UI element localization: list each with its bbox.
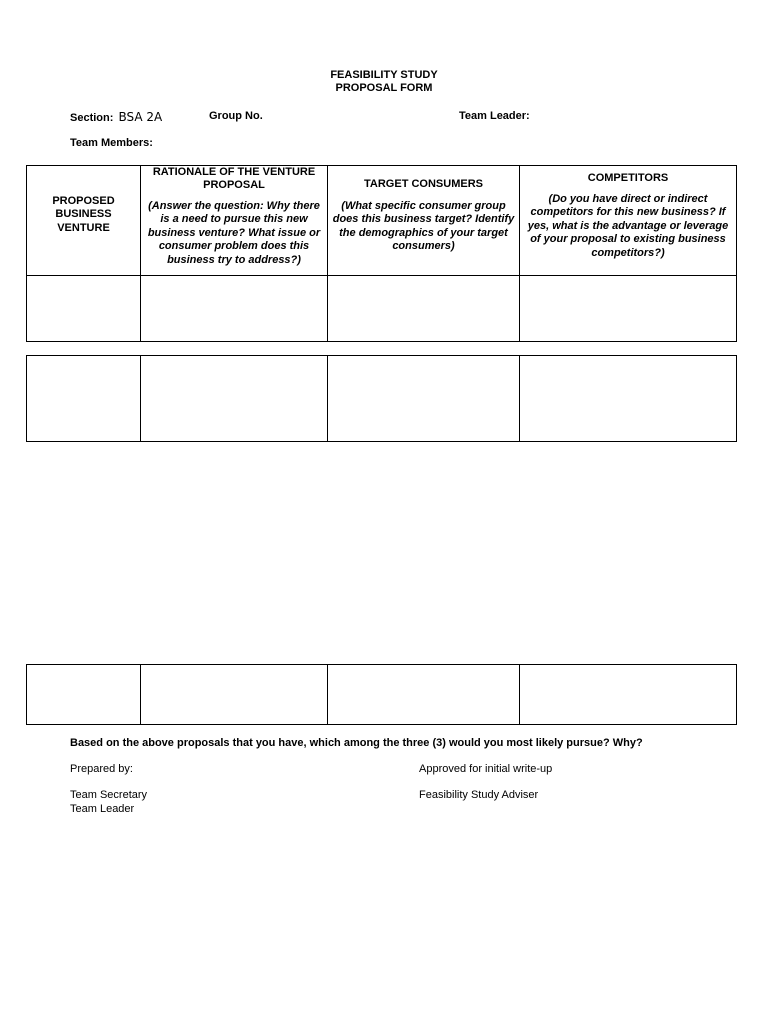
target-consumers-instruction: (What specific consumer group does this business target? Identify the demographics of your target consumers) (332, 200, 515, 253)
header-proposed-venture: PROPOSED BUSINESS VENTURE (52, 195, 115, 234)
approved-label: Approved for initial write-up (419, 763, 553, 775)
team-leader-signature-label: Team Leader (70, 803, 135, 815)
section-label: Section: (70, 112, 114, 124)
header-rationale (140, 166, 328, 275)
column-divider (519, 356, 737, 441)
rationale-instruction: (Answer the question: Why there is a need to pursue this new business venture? What issue or consumer problem does this business try to address?) (147, 200, 321, 266)
team-members-label: Team Members: (70, 137, 153, 149)
competitors-instruction: (Do you have direct or indirect competitors for this new business? If yes, what is the advantage or leverage of your proposal to existing business competitors?) (527, 193, 729, 259)
section-field (70, 110, 162, 124)
pursue-question: Based on the above proposals that you have, which among the three (3) would you most likely pursue? Why? (70, 737, 643, 749)
title-line-1: FEASIBILITY STUDY (330, 69, 438, 81)
team-secretary-label: Team Secretary (70, 789, 148, 801)
column-divider (519, 665, 737, 724)
column-divider (140, 356, 328, 441)
title-line-2: PROPOSAL FORM (335, 82, 433, 94)
proposal-table-1 (26, 165, 737, 342)
column-divider (327, 356, 520, 441)
column-divider (327, 665, 520, 724)
header-target-consumers (327, 166, 520, 275)
column-divider (140, 665, 328, 724)
proposal-table-2 (26, 355, 737, 442)
proposal-table-3 (26, 664, 737, 725)
team-leader-label: Team Leader: (459, 110, 530, 122)
adviser-label: Feasibility Study Adviser (419, 789, 539, 801)
competitors-heading: COMPETITORS (587, 172, 669, 184)
group-no-label: Group No. (209, 110, 263, 122)
form-title (0, 69, 768, 95)
rationale-heading: RATIONALE OF THE VENTURE PROPOSAL (152, 166, 316, 192)
prepared-by-label: Prepared by: (70, 763, 133, 775)
section-value: BSA 2A (118, 110, 163, 124)
header-competitors (519, 166, 737, 275)
target-consumers-heading: TARGET CONSUMERS (364, 178, 483, 190)
